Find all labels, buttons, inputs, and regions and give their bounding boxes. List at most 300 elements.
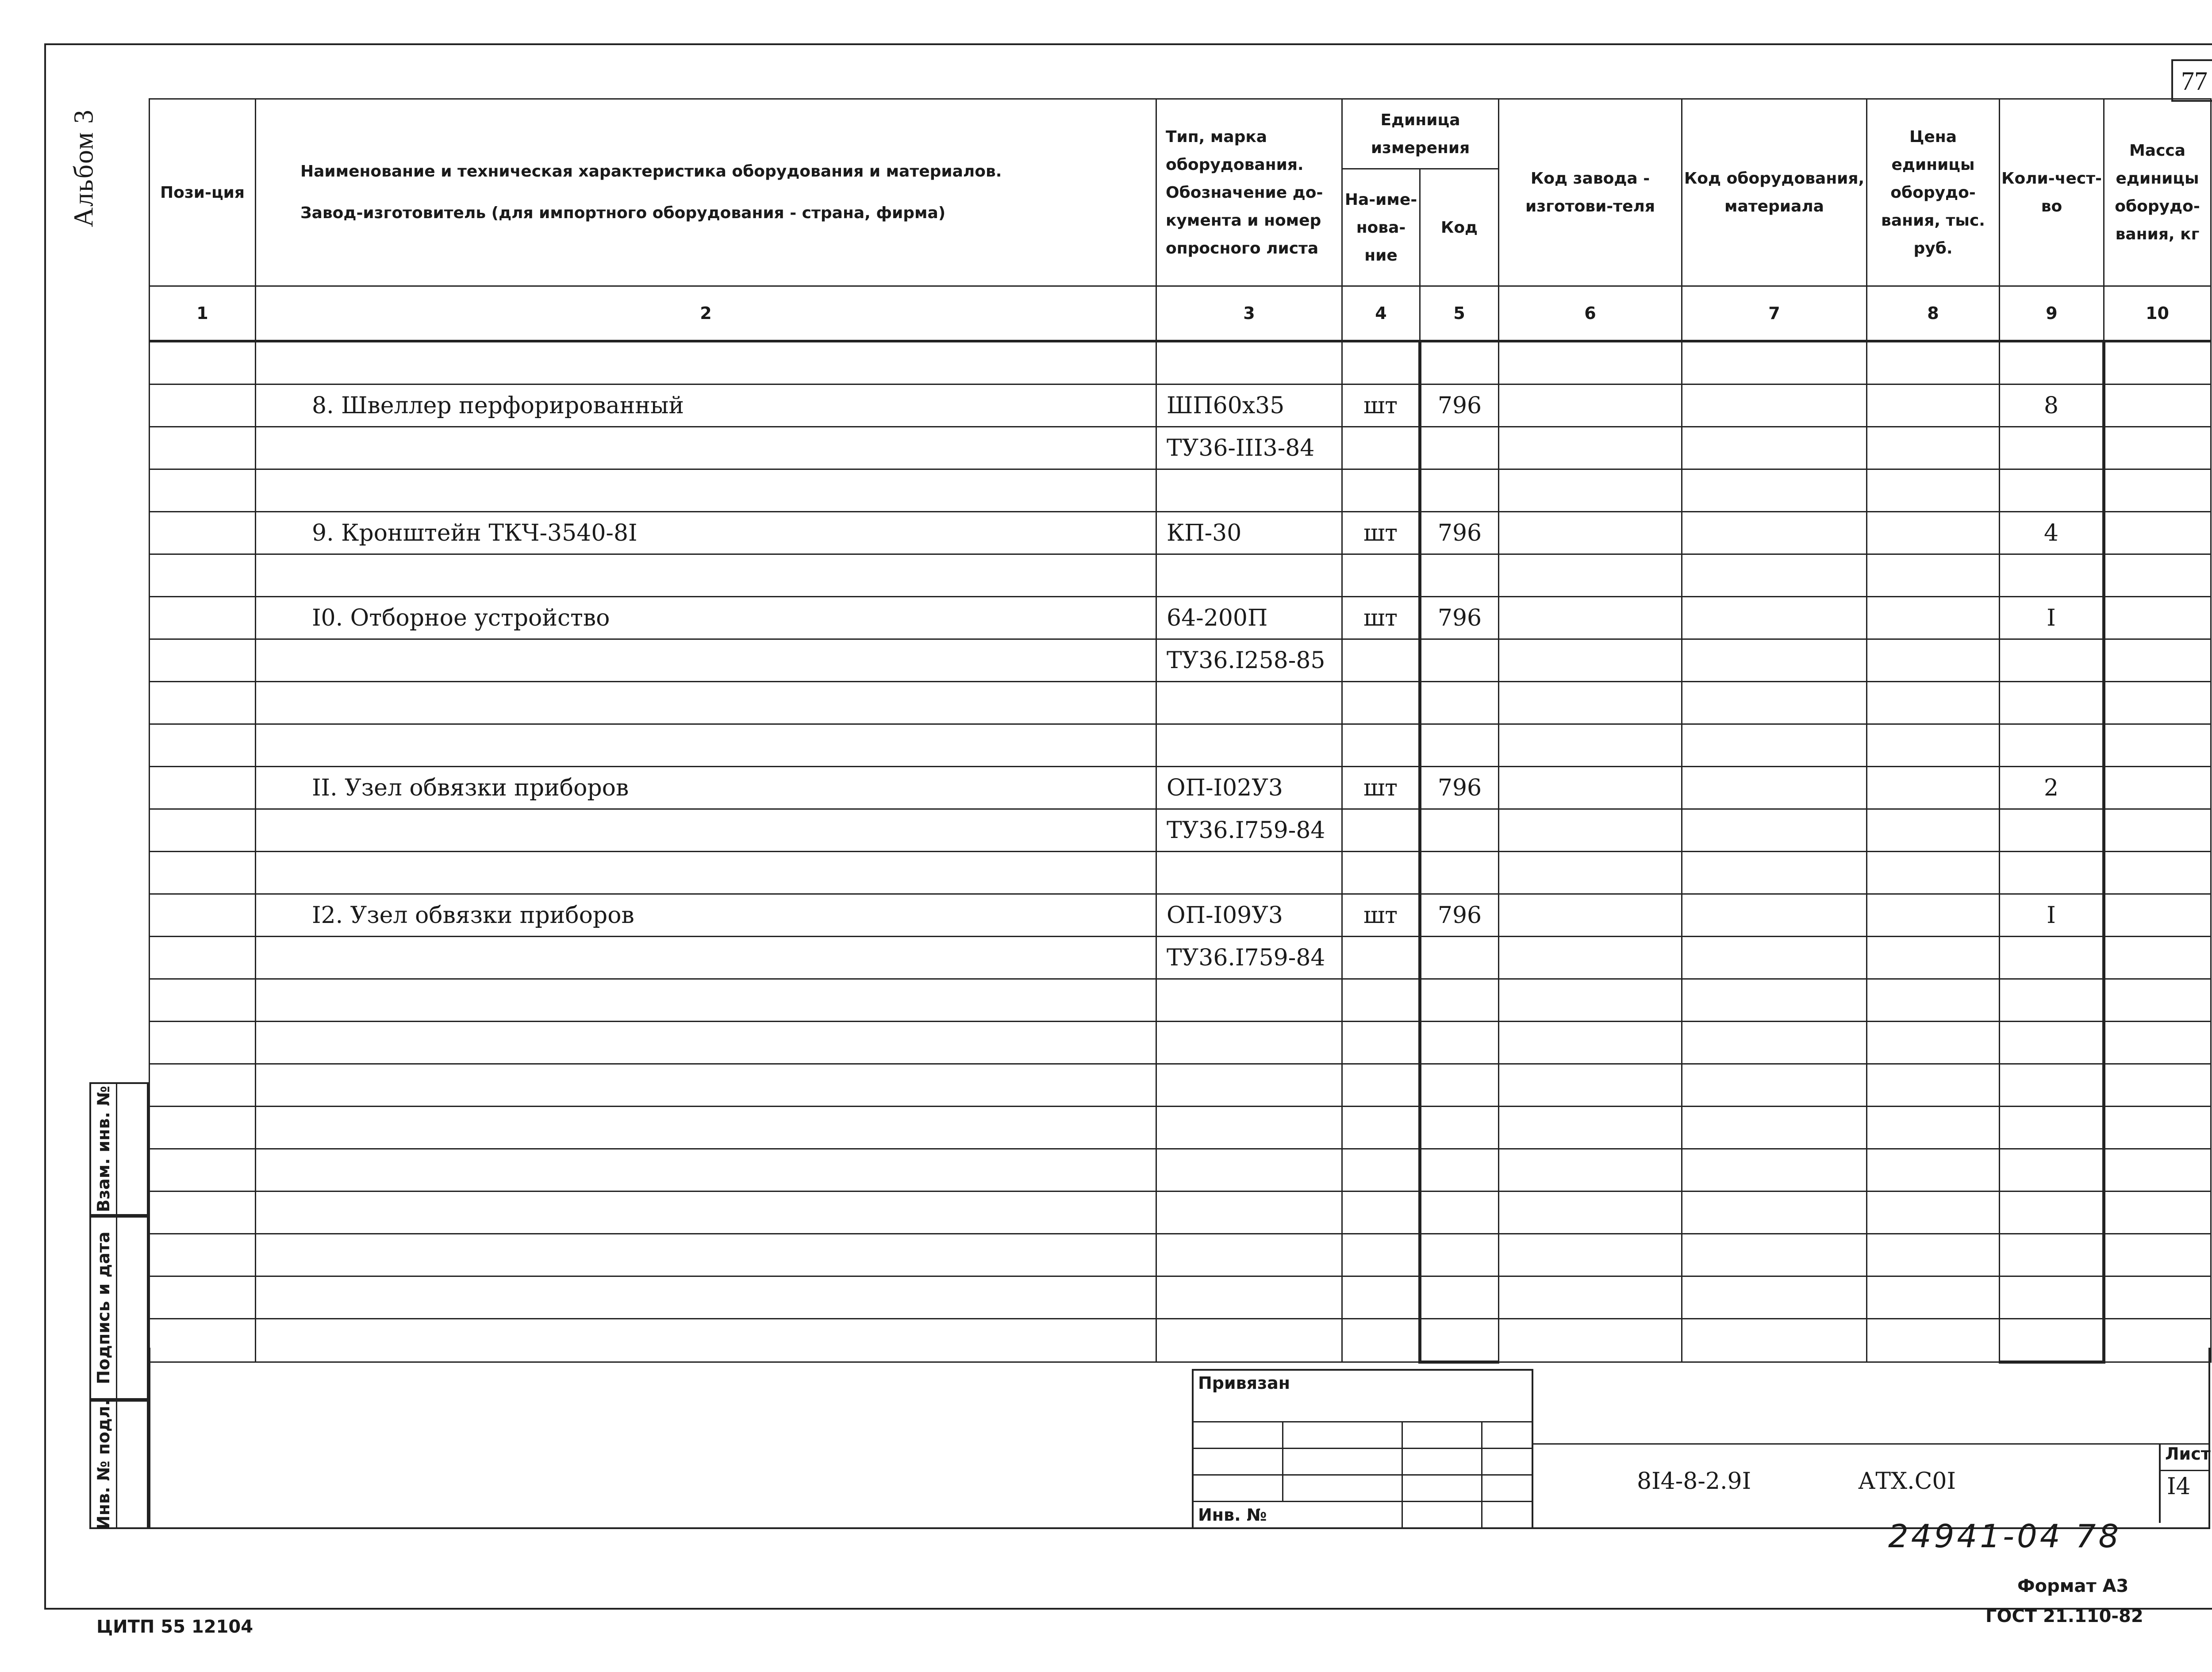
stamp-divider: [1402, 1421, 1403, 1527]
stamp-divider: [1481, 1421, 1482, 1527]
unit-code-cell: [1420, 1022, 1499, 1064]
position-cell: [150, 554, 256, 597]
equipment-code-cell: [1682, 1149, 1867, 1192]
unit-name-cell: шт: [1342, 894, 1420, 937]
original-inventory-block: [89, 1400, 149, 1529]
column-number: 4: [1342, 286, 1420, 342]
factory-code-cell: [1499, 979, 1682, 1022]
quantity-cell: [2000, 979, 2104, 1022]
format-label: Формат А3: [2017, 1576, 2129, 1596]
column-number: 8: [1867, 286, 2000, 342]
unit-name-cell: шт: [1342, 512, 1420, 554]
type-cell: ТУ36-III3-84: [1156, 427, 1342, 469]
mass-cell: [2104, 1064, 2211, 1107]
factory-code-cell: [1499, 1022, 1682, 1064]
header-unit-code: Код: [1420, 169, 1499, 286]
unit-code-cell: 796: [1420, 384, 1499, 427]
type-cell: [1156, 1149, 1342, 1192]
table-row: [150, 682, 2211, 724]
name-cell: [256, 979, 1156, 1022]
unit-code-cell: [1420, 979, 1499, 1022]
document-number: 8I4-8-2.9I: [1637, 1468, 1751, 1495]
name-cell: 9. Кронштейн ТКЧ-3540-8I: [256, 512, 1156, 554]
quantity-cell: 2: [2000, 767, 2104, 809]
attachment-stamp: [1192, 1369, 1533, 1529]
price-cell: [1867, 809, 2000, 852]
attached-label: Привязан: [1198, 1373, 1290, 1393]
name-cell: [256, 1064, 1156, 1107]
table-row: [150, 512, 2211, 554]
header-name-line1: Наименование и техническая характеристика оборудования и материалов.: [300, 162, 1002, 181]
price-cell: [1867, 554, 2000, 597]
type-cell: [1156, 1192, 1342, 1234]
position-cell: [150, 512, 256, 554]
unit-code-cell: [1420, 341, 1499, 384]
column-number: 1: [150, 286, 256, 342]
equipment-code-cell: [1682, 767, 1867, 809]
name-cell: I0. Отборное устройство: [256, 597, 1156, 639]
equipment-code-cell: [1682, 682, 1867, 724]
position-cell: [150, 1192, 256, 1234]
equipment-code-cell: [1682, 852, 1867, 894]
equipment-code-cell: [1682, 937, 1867, 979]
unit-code-cell: [1420, 852, 1499, 894]
price-cell: [1867, 767, 2000, 809]
quantity-cell: [2000, 1276, 2104, 1319]
quantity-cell: I: [2000, 894, 2104, 937]
quantity-cell: [2000, 469, 2104, 512]
unit-name-cell: [1342, 809, 1420, 852]
original-inventory-label: Инв. № подл.: [94, 1399, 113, 1530]
price-cell: [1867, 469, 2000, 512]
unit-code-cell: 796: [1420, 894, 1499, 937]
price-cell: [1867, 1192, 2000, 1234]
table-row: [150, 809, 2211, 852]
factory-code-cell: [1499, 1276, 1682, 1319]
type-cell: ТУ36.I258-85: [1156, 639, 1342, 682]
header-position: Пози-ция: [150, 99, 256, 286]
mass-cell: [2104, 979, 2211, 1022]
type-cell: [1156, 469, 1342, 512]
table-row: [150, 852, 2211, 894]
type-cell: [1156, 1064, 1342, 1107]
quantity-cell: I: [2000, 597, 2104, 639]
header-quantity: Коли-чест-во: [2000, 99, 2104, 286]
type-cell: ОП-I02У3: [1156, 767, 1342, 809]
header-name-line2: Завод-изготовитель (для импортного оборудования - страна, фирма): [300, 204, 946, 222]
column-number: 5: [1420, 286, 1499, 342]
type-cell: [1156, 1234, 1342, 1276]
mass-cell: [2104, 1192, 2211, 1234]
price-cell: [1867, 937, 2000, 979]
price-cell: [1867, 724, 2000, 767]
equipment-code-cell: [1682, 427, 1867, 469]
type-cell: [1156, 341, 1342, 384]
table-row: [150, 767, 2211, 809]
mass-cell: [2104, 724, 2211, 767]
factory-code-cell: [1499, 1234, 1682, 1276]
quantity-cell: [2000, 427, 2104, 469]
factory-code-cell: [1499, 554, 1682, 597]
table-row: [150, 1149, 2211, 1192]
position-cell: [150, 639, 256, 682]
position-cell: [150, 937, 256, 979]
title-block-line: [1533, 1443, 2210, 1445]
table-row: [150, 597, 2211, 639]
quantity-cell: [2000, 1192, 2104, 1234]
name-cell: [256, 341, 1156, 384]
sheet-box: [2159, 1443, 2210, 1523]
mass-cell: [2104, 597, 2211, 639]
type-cell: 64-200П: [1156, 597, 1342, 639]
unit-code-cell: 796: [1420, 767, 1499, 809]
factory-code-cell: [1499, 639, 1682, 682]
price-cell: [1867, 597, 2000, 639]
table-row: [150, 1107, 2211, 1149]
type-cell: [1156, 682, 1342, 724]
unit-name-cell: [1342, 937, 1420, 979]
mass-cell: [2104, 1107, 2211, 1149]
position-cell: [150, 597, 256, 639]
header-type: Тип, марка оборудования. Обозначение до-кумента и номер опросного листа: [1156, 99, 1342, 286]
table-row: [150, 427, 2211, 469]
unit-name-cell: [1342, 1149, 1420, 1192]
table-row: [150, 894, 2211, 937]
quantity-cell: 4: [2000, 512, 2104, 554]
type-cell: [1156, 724, 1342, 767]
mass-cell: [2104, 1234, 2211, 1276]
factory-code-cell: [1499, 1064, 1682, 1107]
type-cell: [1156, 1022, 1342, 1064]
equipment-code-cell: [1682, 554, 1867, 597]
equipment-code-cell: [1682, 597, 1867, 639]
unit-name-cell: [1342, 682, 1420, 724]
type-cell: [1156, 1276, 1342, 1319]
mass-cell: [2104, 639, 2211, 682]
table-row: [150, 639, 2211, 682]
side-divider: [116, 1218, 117, 1398]
unit-name-cell: [1342, 1064, 1420, 1107]
mass-cell: [2104, 894, 2211, 937]
factory-code-cell: [1499, 852, 1682, 894]
name-cell: [256, 682, 1156, 724]
unit-name-cell: [1342, 1234, 1420, 1276]
page-number: 77: [2171, 59, 2212, 102]
table-row: [150, 384, 2211, 427]
name-cell: [256, 469, 1156, 512]
mass-cell: [2104, 469, 2211, 512]
name-cell: [256, 1107, 1156, 1149]
unit-name-cell: [1342, 724, 1420, 767]
factory-code-cell: [1499, 767, 1682, 809]
position-cell: [150, 1022, 256, 1064]
price-cell: [1867, 512, 2000, 554]
equipment-code-cell: [1682, 1022, 1867, 1064]
name-cell: [256, 937, 1156, 979]
price-cell: [1867, 682, 2000, 724]
mass-cell: [2104, 1276, 2211, 1319]
factory-code-cell: [1499, 724, 1682, 767]
mass-cell: [2104, 852, 2211, 894]
position-cell: [150, 979, 256, 1022]
mass-cell: [2104, 341, 2211, 384]
price-cell: [1867, 1022, 2000, 1064]
name-cell: [256, 809, 1156, 852]
name-cell: [256, 1276, 1156, 1319]
mass-cell: [2104, 809, 2211, 852]
replace-inventory-block: [89, 1082, 149, 1216]
position-cell: [150, 1064, 256, 1107]
quantity-cell: [2000, 1107, 2104, 1149]
unit-name-cell: шт: [1342, 384, 1420, 427]
gost-label: ГОСТ 21.110-82: [1985, 1606, 2143, 1626]
position-cell: [150, 852, 256, 894]
sheet-number: I4: [2167, 1473, 2191, 1500]
quantity-cell: [2000, 639, 2104, 682]
position-cell: [150, 724, 256, 767]
table-row: [150, 341, 2211, 384]
unit-name-cell: [1342, 1107, 1420, 1149]
name-cell: [256, 639, 1156, 682]
header-price: Цена единицы оборудо-вания, тыс. руб.: [1867, 99, 2000, 286]
equipment-code-cell: [1682, 809, 1867, 852]
sheet-line: [2161, 1470, 2210, 1471]
title-area-frame: [149, 1348, 2210, 1529]
type-cell: ТУ36.I759-84: [1156, 809, 1342, 852]
header-mass: Масса единицы оборудо-вания, кг: [2104, 99, 2211, 286]
name-cell: [256, 427, 1156, 469]
side-divider: [116, 1402, 117, 1527]
table-row: [150, 937, 2211, 979]
unit-code-cell: [1420, 427, 1499, 469]
side-divider: [116, 1084, 117, 1214]
unit-code-cell: [1420, 1107, 1499, 1149]
unit-code-cell: [1420, 469, 1499, 512]
name-cell: [256, 852, 1156, 894]
unit-code-cell: [1420, 682, 1499, 724]
table-row: [150, 1234, 2211, 1276]
unit-name-cell: шт: [1342, 767, 1420, 809]
position-cell: [150, 809, 256, 852]
price-cell: [1867, 1107, 2000, 1149]
unit-code-cell: 796: [1420, 597, 1499, 639]
citp-label: ЦИТП 55 12104: [96, 1617, 253, 1637]
mass-cell: [2104, 384, 2211, 427]
position-cell: [150, 1276, 256, 1319]
mass-cell: [2104, 1149, 2211, 1192]
handwritten-note: 24941-04 78: [1888, 1518, 2122, 1555]
name-cell: [256, 554, 1156, 597]
unit-name-cell: [1342, 427, 1420, 469]
quantity-cell: [2000, 809, 2104, 852]
specification-table: [149, 98, 2212, 1364]
quantity-cell: [2000, 1022, 2104, 1064]
unit-code-cell: [1420, 724, 1499, 767]
signature-date-block: [89, 1216, 149, 1400]
signature-date-label: Подпись и дата: [94, 1231, 113, 1384]
factory-code-cell: [1499, 937, 1682, 979]
position-cell: [150, 1107, 256, 1149]
equipment-code-cell: [1682, 979, 1867, 1022]
price-cell: [1867, 1149, 2000, 1192]
column-number: 2: [256, 286, 1156, 342]
equipment-code-cell: [1682, 512, 1867, 554]
position-cell: [150, 682, 256, 724]
price-cell: [1867, 341, 2000, 384]
type-cell: [1156, 554, 1342, 597]
factory-code-cell: [1499, 809, 1682, 852]
quantity-cell: [2000, 1064, 2104, 1107]
equipment-code-cell: [1682, 469, 1867, 512]
mass-cell: [2104, 937, 2211, 979]
unit-name-cell: [1342, 1276, 1420, 1319]
mass-cell: [2104, 512, 2211, 554]
unit-name-cell: [1342, 639, 1420, 682]
price-cell: [1867, 639, 2000, 682]
factory-code-cell: [1499, 682, 1682, 724]
stamp-divider: [1282, 1421, 1283, 1501]
price-cell: [1867, 894, 2000, 937]
unit-code-cell: [1420, 1064, 1499, 1107]
column-number-row: [150, 286, 2211, 342]
quantity-cell: [2000, 937, 2104, 979]
equipment-code-cell: [1682, 639, 1867, 682]
equipment-code-cell: [1682, 894, 1867, 937]
unit-code-cell: [1420, 1234, 1499, 1276]
factory-code-cell: [1499, 1149, 1682, 1192]
position-cell: [150, 1149, 256, 1192]
type-cell: ШП60х35: [1156, 384, 1342, 427]
document-code: АТХ.С0I: [1858, 1468, 1956, 1495]
quantity-cell: [2000, 341, 2104, 384]
mass-cell: [2104, 554, 2211, 597]
table-row: [150, 469, 2211, 512]
type-cell: ОП-I09У3: [1156, 894, 1342, 937]
unit-name-cell: [1342, 1192, 1420, 1234]
factory-code-cell: [1499, 512, 1682, 554]
equipment-code-cell: [1682, 384, 1867, 427]
unit-code-cell: [1420, 639, 1499, 682]
name-cell: [256, 724, 1156, 767]
column-number: 9: [2000, 286, 2104, 342]
name-cell: 8. Швеллер перфорированный: [256, 384, 1156, 427]
table-row: [150, 1022, 2211, 1064]
price-cell: [1867, 1276, 2000, 1319]
price-cell: [1867, 1234, 2000, 1276]
factory-code-cell: [1499, 597, 1682, 639]
header-unit-name: На-име-нова-ние: [1342, 169, 1420, 286]
unit-name-cell: [1342, 979, 1420, 1022]
quantity-cell: [2000, 852, 2104, 894]
type-cell: [1156, 1107, 1342, 1149]
table-row: [150, 1064, 2211, 1107]
name-cell: [256, 1022, 1156, 1064]
unit-code-cell: [1420, 554, 1499, 597]
quantity-cell: 8: [2000, 384, 2104, 427]
name-cell: I2. Узел обвязки приборов: [256, 894, 1156, 937]
type-cell: [1156, 979, 1342, 1022]
name-cell: II. Узел обвязки приборов: [256, 767, 1156, 809]
factory-code-cell: [1499, 384, 1682, 427]
mass-cell: [2104, 1022, 2211, 1064]
price-cell: [1867, 384, 2000, 427]
position-cell: [150, 894, 256, 937]
mass-cell: [2104, 682, 2211, 724]
quantity-cell: [2000, 724, 2104, 767]
column-number: 6: [1499, 286, 1682, 342]
header-equipment-code: Код оборудования, материала: [1682, 99, 1867, 286]
unit-code-cell: [1420, 1149, 1499, 1192]
equipment-code-cell: [1682, 1234, 1867, 1276]
name-cell: [256, 1149, 1156, 1192]
unit-name-cell: [1342, 469, 1420, 512]
header-factory-code: Код завода - изготови-теля: [1499, 99, 1682, 286]
name-cell: [256, 1234, 1156, 1276]
equipment-code-cell: [1682, 724, 1867, 767]
quantity-cell: [2000, 554, 2104, 597]
position-cell: [150, 384, 256, 427]
sheet-label: Лист: [2165, 1444, 2211, 1464]
position-cell: [150, 341, 256, 384]
table-row: [150, 1192, 2211, 1234]
unit-code-cell: [1420, 1276, 1499, 1319]
mass-cell: [2104, 767, 2211, 809]
header-unit-group: Единица измерения: [1342, 99, 1499, 169]
factory-code-cell: [1499, 427, 1682, 469]
unit-code-cell: [1420, 937, 1499, 979]
price-cell: [1867, 1064, 2000, 1107]
header-name: [256, 99, 1156, 286]
equipment-code-cell: [1682, 1276, 1867, 1319]
name-cell: [256, 1192, 1156, 1234]
column-number: 3: [1156, 286, 1342, 342]
unit-name-cell: шт: [1342, 597, 1420, 639]
table-row: [150, 554, 2211, 597]
table-row: [150, 1276, 2211, 1319]
table-row: [150, 979, 2211, 1022]
unit-name-cell: [1342, 341, 1420, 384]
price-cell: [1867, 979, 2000, 1022]
type-cell: КП-30: [1156, 512, 1342, 554]
album-label: Альбом 3: [69, 109, 99, 227]
factory-code-cell: [1499, 894, 1682, 937]
header-row: [150, 99, 2211, 169]
unit-code-cell: [1420, 1192, 1499, 1234]
equipment-code-cell: [1682, 1107, 1867, 1149]
unit-code-cell: [1420, 809, 1499, 852]
unit-name-cell: [1342, 1022, 1420, 1064]
unit-name-cell: [1342, 554, 1420, 597]
equipment-code-cell: [1682, 341, 1867, 384]
quantity-cell: [2000, 682, 2104, 724]
inventory-number-label: Инв. №: [1198, 1505, 1267, 1525]
unit-name-cell: [1342, 852, 1420, 894]
factory-code-cell: [1499, 1107, 1682, 1149]
price-cell: [1867, 427, 2000, 469]
column-number: 10: [2104, 286, 2211, 342]
position-cell: [150, 427, 256, 469]
position-cell: [150, 469, 256, 512]
column-number: 7: [1682, 286, 1867, 342]
type-cell: [1156, 852, 1342, 894]
quantity-cell: [2000, 1149, 2104, 1192]
mass-cell: [2104, 427, 2211, 469]
table-row: [150, 724, 2211, 767]
unit-code-cell: 796: [1420, 512, 1499, 554]
type-cell: ТУ36.I759-84: [1156, 937, 1342, 979]
replace-inventory-label: Взам. инв. №: [94, 1086, 113, 1212]
position-cell: [150, 767, 256, 809]
